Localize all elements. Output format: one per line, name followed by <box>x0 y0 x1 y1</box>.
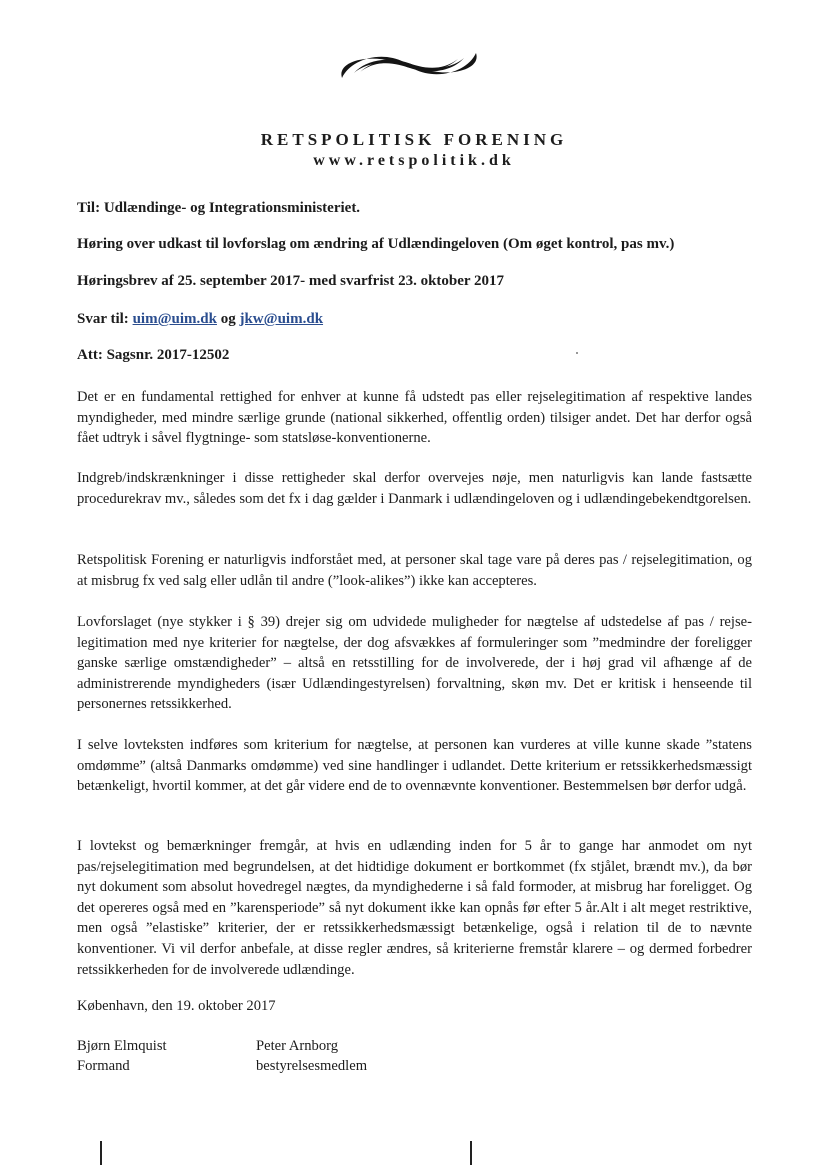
body-paragraph-3: Retspolitisk Forening er naturligvis indforstået med, at personer skal tage vare på deres pas / rejselegitimation, og at misbrug fx ved salg eller udlån til andre (”look-alikes”) ikke kan accepteres. <box>77 552 752 589</box>
body-paragraph-5: I selve lovteksten indføres som kriterium for nægtelse, at personen kan vurderes at ville kunne skade ”statens omdømme” (altså Danmarks omdømme) ved sine handlinger i udlandet. Dette kriterium er retssikkerhedsmæssigt betænkeligt, hvortil kommer, at det går videre end de to ovennævnte konventioner. Bestemmelsen bør derfor udgå. <box>77 737 752 795</box>
signer-1-name: Bjørn Elmquist <box>77 1038 167 1054</box>
body-paragraph-2: Indgreb/indskrænkninger i disse rettigheder skal derfor overvejes nøje, men naturligvis kan lande fastsætte procedurekrav mv., således som det fx i dag gælder i Danmark i udlændingeloven og i udlændingebekendtgorelsen. <box>77 470 752 507</box>
organization-name: RETSPOLITISK FORENING <box>260 130 568 149</box>
place-date: København, den 19. oktober 2017 <box>77 998 276 1014</box>
signer-2-name: Peter Arnborg <box>256 1038 339 1054</box>
case-number-line: Att: Sagsnr. 2017-12502 <box>77 347 230 363</box>
infinity-loop-logo-icon <box>334 38 484 93</box>
body-paragraph-1: Det er en fundamental rettighed for enhver at kunne få udstedt pas eller rejselegitimation af respektive landes myndigheder, med mindre særlige grunde (national sikkerhed, offentlig orden) tilsiger andet. Det har derfor også fået udtryk i såvel flygtninge- som statsløse-konventionerne. <box>77 389 752 447</box>
reply-to-line <box>77 311 323 328</box>
reply-connector: og <box>220 311 236 327</box>
scan-speck <box>576 352 578 354</box>
signer-1-title: Formand <box>77 1058 130 1074</box>
scan-edge-mark-right <box>470 1141 472 1165</box>
hearing-letter-line: Høringsbrev af 25. september 2017- med svarfrist 23. oktober 2017 <box>77 273 505 289</box>
body-paragraph-6: I lovtekst og bemærkninger fremgår, at hvis en udlænding inden for 5 år to gange har anmodet om nyt pas/rejselegitimation med begrundelsen, at det hidtidige dokument er bortkommet (fx stjålet, brændt mv.), da bør nyt dokument som absolut hovedregel nægtes, da myndighederne i så fald formoder, at misbrug har foreligget. Og det opereres også med en ”karensperiode” så nyt dokument ikke kan opnås før efter 5 år.Alt i alt meget restriktive, men også ”elastiske” kriterier, der er retssikkerhedsmæssigt betænkelige, også i relation til de to nævnte konventioner. Vi vil derfor anbefale, at disse regler ændres, så kriterierne fremstår klarere – og dermed forbedrer retssikkerheden for de involverede udlændinge. <box>77 838 752 978</box>
organization-website: www.retspolitik.dk <box>313 152 515 169</box>
reply-label: Svar til: <box>77 311 129 327</box>
body-paragraph-4: Lovforslaget (nye stykker i § 39) drejer sig om udvidede muligheder for nægtelse af udstedelse af pas / rejselegitimation med nye kriterier for nægtelse, der dog afsvækkes af formuleringer som ”medmindre der foreligger ganske særlige omstændigheder” – altså en retsstilling for de involverede, der i høj grad vil afhænge af de administrerende myndigheders (især Udlændingestyrelsen) forvaltning, skøn mv. Det er kritisk i henseende til personernes retssikkerhed. <box>77 614 752 713</box>
recipient-line: Til: Udlændinge- og Integrationsministeriet. <box>77 200 361 216</box>
scan-edge-mark-left <box>100 1141 102 1165</box>
subject-line: Høring over udkast til lovforslag om ændring af Udlændingeloven (Om øget kontrol, pas mv.) <box>77 236 675 252</box>
reply-email-link-1[interactable]: uim@uim.dk <box>132 311 217 327</box>
reply-email-link-2[interactable]: jkw@uim.dk <box>239 311 324 327</box>
signer-2-title: bestyrelsesmedlem <box>256 1058 368 1074</box>
